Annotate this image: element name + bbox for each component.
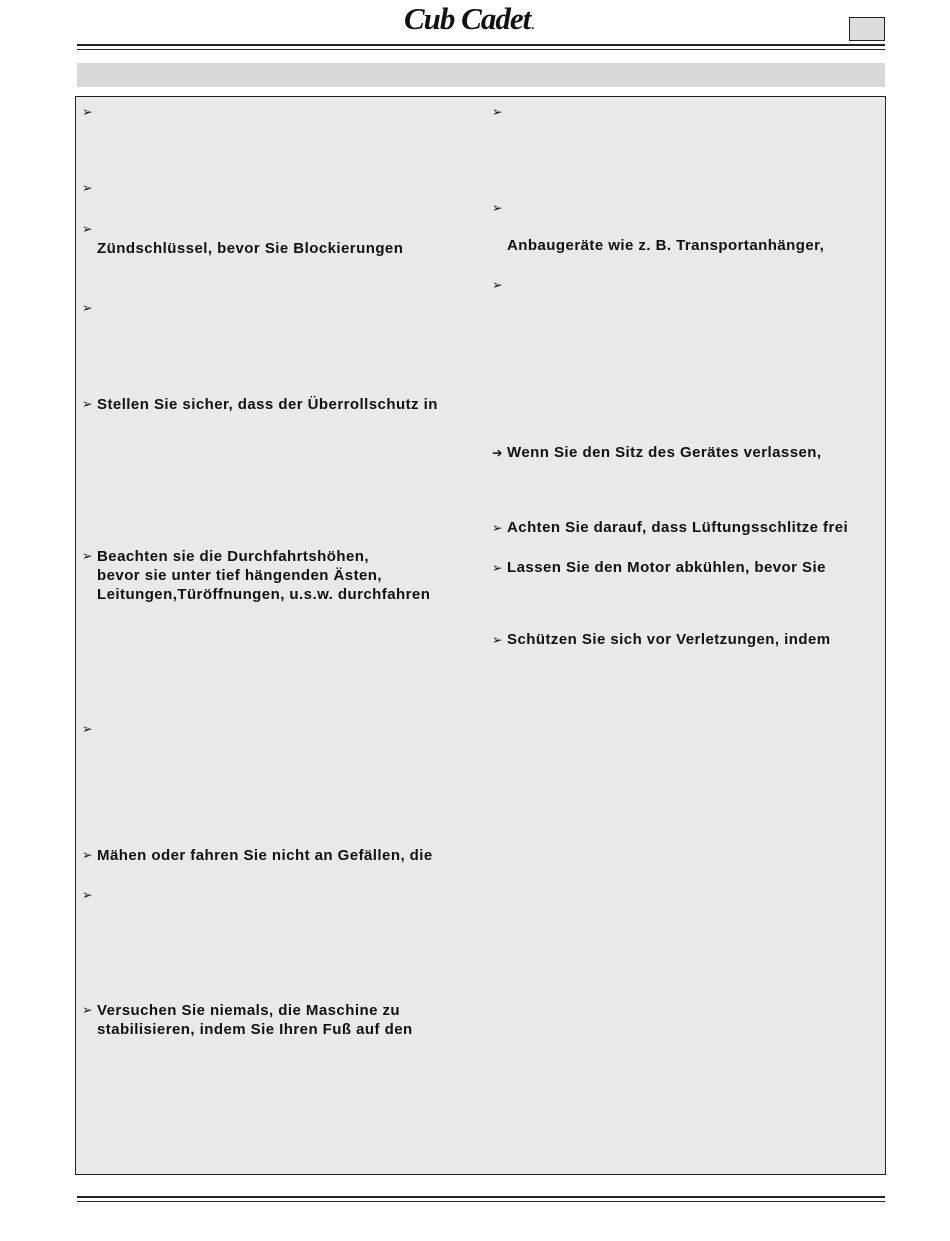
logo-mark: .	[531, 18, 534, 32]
bullet-icon: ➢	[82, 722, 93, 736]
bullet-icon: ➢	[82, 888, 93, 902]
text-motor: Lassen Sie den Motor abkühlen, bevor Sie	[507, 559, 826, 576]
bullet-icon: ➢	[82, 848, 93, 862]
text-anbaugeraete: Anbaugeräte wie z. B. Transportanhänger,	[507, 237, 825, 254]
bullet-icon: ➢	[492, 278, 503, 292]
text-zuendschluessel: Zündschlüssel, bevor Sie Blockierungen	[97, 240, 404, 257]
text-stabilisieren-2: stabilisieren, indem Sie Ihren Fuß auf den	[97, 1021, 413, 1038]
text-durchfahrt-1: Beachten sie die Durchfahrtshöhen,	[97, 548, 370, 565]
cub-cadet-logo	[404, 2, 533, 36]
bullet-icon: ➢	[492, 561, 503, 575]
text-ueberrollschutz: Stellen Sie sicher, dass der Überrollschutz in	[97, 396, 438, 413]
footer-rule-thick	[77, 1196, 885, 1198]
text-sitz-verlassen: Wenn Sie den Sitz des Gerätes verlassen,	[507, 444, 822, 461]
section-title-bar	[77, 63, 885, 87]
header-rule-thick	[77, 44, 885, 46]
text-durchfahrt-2: bevor sie unter tief hängenden Ästen,	[97, 567, 383, 584]
footer-rule-thin	[77, 1201, 885, 1202]
bullet-icon: ➢	[492, 201, 503, 215]
text-lueftung: Achten Sie darauf, dass Lüftungsschlitze frei	[507, 519, 849, 536]
bullet-icon: ➢	[82, 397, 93, 411]
text-stabilisieren-1: Versuchen Sie niemals, die Maschine zu	[97, 1002, 401, 1019]
text-gefaelle: Mähen oder fahren Sie nicht an Gefällen, die	[97, 847, 433, 864]
bullet-icon: ➢	[492, 633, 503, 647]
header-rule-thin	[77, 49, 885, 50]
bullet-icon: ➢	[82, 1003, 93, 1017]
bullet-icon: ➢	[492, 521, 503, 535]
page-number-box	[849, 17, 885, 41]
logo-text: Cub Cadet	[404, 1, 531, 36]
safety-instructions-box	[75, 96, 886, 1175]
bullet-icon: ➢	[82, 105, 93, 119]
bullet-icon: ➢	[82, 222, 93, 236]
bullet-icon: ➢	[82, 549, 93, 563]
bullet-icon: ➢	[82, 181, 93, 195]
text-durchfahrt-3: Leitungen,Türöffnungen, u.s.w. durchfahren	[97, 586, 431, 603]
bullet-icon: ➢	[492, 105, 503, 119]
bullet-icon: ➢	[82, 301, 93, 315]
arrow-bullet-icon: ➔	[492, 446, 503, 460]
text-verletzungen: Schützen Sie sich vor Verletzungen, indem	[507, 631, 831, 648]
